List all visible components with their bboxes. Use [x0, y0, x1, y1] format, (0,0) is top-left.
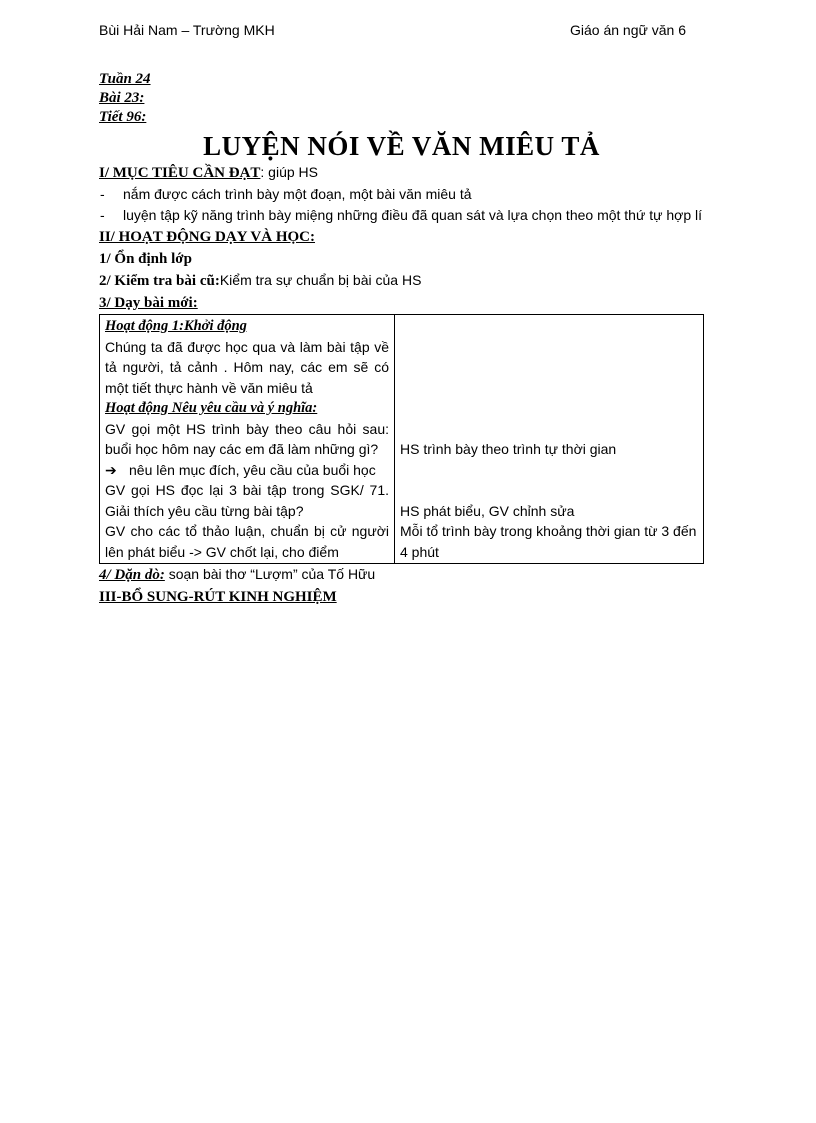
objectives-list [99, 184, 704, 226]
homework-line [99, 564, 704, 586]
homework-text: soạn bài thơ “Lượm” của Tố Hữu [164, 566, 376, 582]
step-2-line [99, 270, 704, 292]
activities-heading-line [99, 226, 704, 248]
objectives-heading-line [99, 162, 704, 184]
objective-item: - nắm được cách trình bày một đoạn, một bài văn miêu tả [99, 184, 704, 205]
document-body [99, 70, 704, 608]
supplement-line [99, 586, 704, 608]
activities-table [99, 314, 704, 564]
header-subject: Giáo án ngữ văn 6 [570, 22, 687, 38]
table-row [100, 315, 704, 564]
activity-2-question: GV gọi một HS trình bày theo câu hỏi sau: buổi học hôm nay các em đã làm những gì? [105, 420, 389, 457]
step-3-line [99, 292, 704, 314]
student-response-2: HS phát biểu, GV chỉnh sửa [400, 502, 575, 519]
week-label: Tuần 24 [99, 71, 151, 87]
activity-2-heading: Hoạt động Nêu yêu cầu và ý nghĩa: [105, 400, 318, 416]
step-1: 1/ Ổn định lớp [99, 251, 192, 267]
objective-item: - luyện tập kỹ năng trình bày miệng những điều đã quan sát và lựa chọn theo một thứ tự hợp lí [99, 205, 704, 226]
arrow-right-icon: ➔ [105, 461, 117, 478]
student-response-3: Mỗi tổ trình bày trong khoảng thời gian từ 3 đến 4 phút [400, 523, 697, 560]
period-label: Tiết 96: [99, 109, 147, 125]
activity-1-text: Chúng ta đã được học qua và làm bài tập về tả người, tả cảnh . Hôm nay, các em sẽ có một tiết thực hành về văn miêu tả [105, 338, 389, 396]
step-2-text: Kiểm tra sự chuẩn bị bài của HS [219, 272, 422, 288]
activity-2-purpose [105, 460, 389, 481]
teacher-activity-cell [100, 315, 395, 564]
objectives-heading: I/ MỤC TIÊU CẦN ĐẠT [99, 165, 261, 181]
homework-label: 4/ Dặn dò: [99, 567, 165, 583]
student-response-1: HS trình bày theo trình tự thời gian [400, 441, 617, 457]
header-author: Bùi Hải Nam – Trường MKH [99, 22, 275, 38]
lesson-label: Bài 23: [99, 90, 145, 106]
activity-2-purpose-text: nêu lên mục đích, yêu cầu của buổi học [129, 461, 376, 478]
supplement-heading: III-BỔ SUNG-RÚT KINH NGHIỆM [99, 589, 337, 605]
activity-2-groups: GV cho các tổ thảo luận, chuẩn bị cử người lên phát biểu -> GV chốt lại, cho điểm [105, 523, 389, 560]
activity-1-heading: Hoạt động 1:Khởi động [105, 318, 247, 334]
page-title: LUYỆN NÓI VỀ VĂN MIÊU TẢ [203, 131, 600, 161]
activity-2-exercises: GV gọi HS đọc lại 3 bài tập trong SGK/ 71. Giải thích yêu cầu từng bài tập? [105, 482, 389, 519]
step-1-line [99, 248, 704, 270]
step-2-label: 2/ Kiểm tra bài cũ: [99, 273, 220, 289]
step-3: 3/ Dạy bài mới: [99, 295, 198, 311]
objectives-heading-suffix: : giúp HS [260, 164, 318, 180]
student-activity-cell [395, 315, 704, 564]
activities-heading: II/ HOẠT ĐỘNG DẠY VÀ HỌC: [99, 229, 315, 245]
